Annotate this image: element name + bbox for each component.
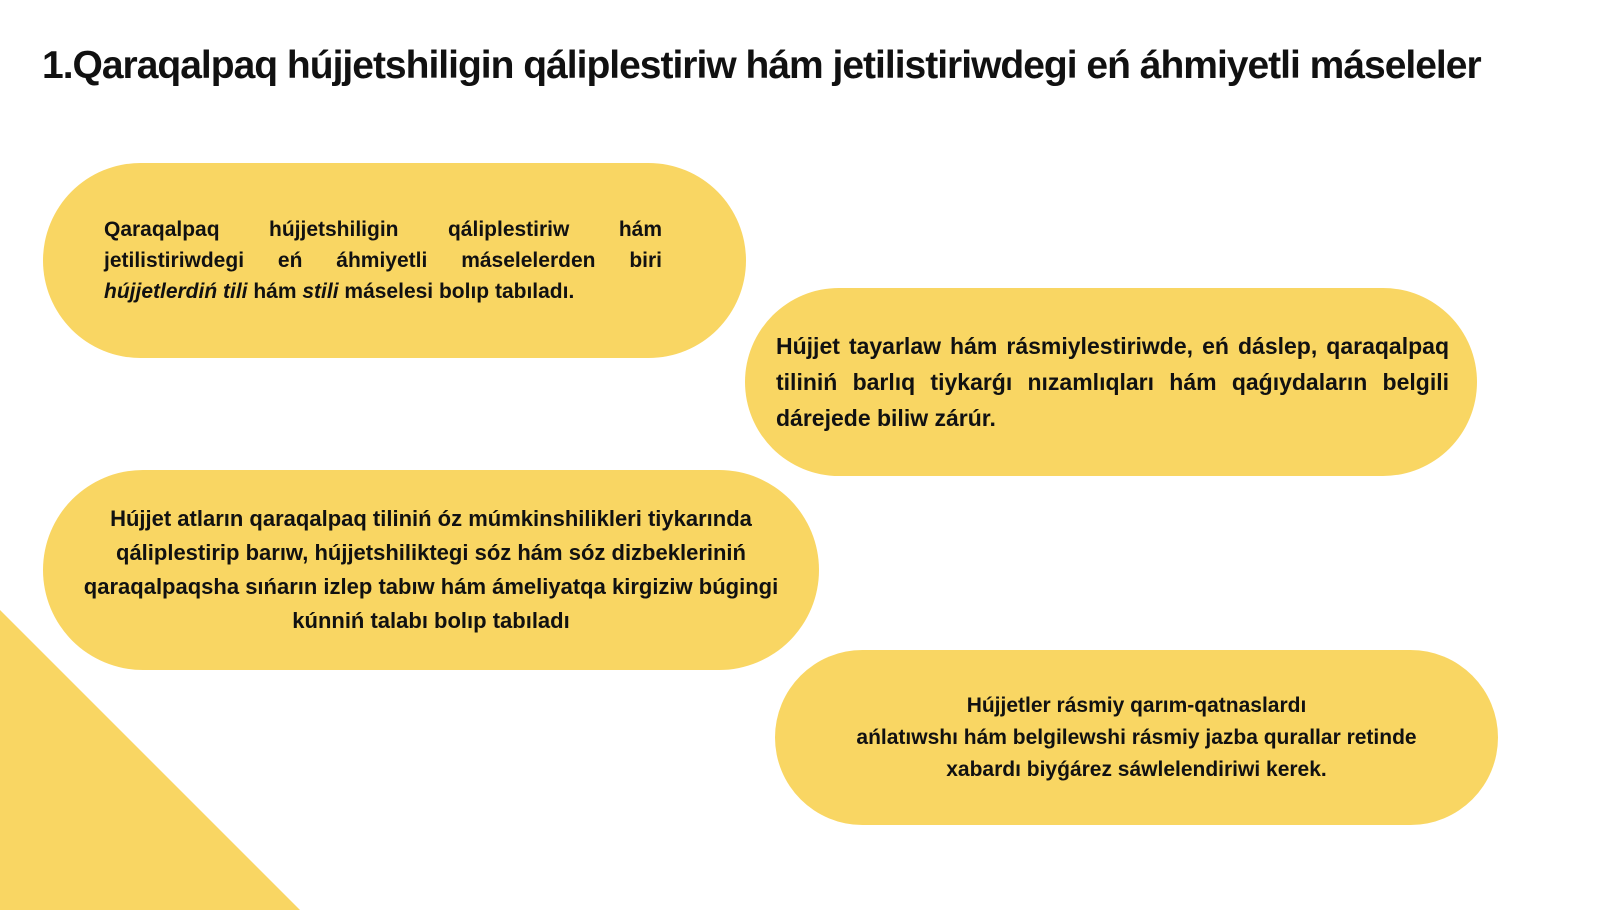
info-box-text-part: hám xyxy=(247,280,303,303)
info-box-line: Hújjetler rásmiy qarım-qatnaslardı xyxy=(966,693,1307,717)
info-box-text xyxy=(835,690,1438,786)
info-box-language-rules xyxy=(745,288,1477,476)
info-box-text: Hújjet atların qaraqalpaq tiliniń óz múmkinshilikleri tiykarında qáliplestirip barıw, hújjetshiliktegi sóz hám sóz dizbekleriniń qaraqalpaqsha sıńarın izlep tabıw hám ámeliyatqa kirgiziw búgingi kúnniń talabı bolıp tabıladı xyxy=(83,506,779,633)
info-box-language-style xyxy=(43,163,746,358)
info-box-text-part: Qaraqalpaq hújjetshiligin qáliplestiriw hám jetilistiriwdegi eń áhmiyetli máselelerden biri xyxy=(104,218,662,272)
info-box-emphasis: stili xyxy=(302,280,339,303)
info-box-line: ańlatıwshı hám belgilewshi rásmiy jazba qurallar retinde xyxy=(856,725,1417,749)
info-box-text-part: máselesi bolıp tabıladı. xyxy=(338,280,575,303)
slide-title: 1.Qaraqalpaq hújjetshiligin qáliplestiriw hám jetilistiriwdegi eń áhmiyetli máseleler xyxy=(42,44,1481,87)
info-box-document-names xyxy=(43,470,819,670)
info-box-text xyxy=(104,214,662,307)
info-box-official-documents xyxy=(775,650,1498,825)
info-box-text: Hújjet tayarlaw hám rásmiylestiriwde, eń dáslep, qaraqalpaq tiliniń barlıq tiykarǵı nızamlıqları hám qaǵıydaların belgili dárejede biliw zárúr. xyxy=(776,333,1449,431)
info-box-emphasis: hújjetlerdiń tili xyxy=(104,280,248,303)
info-box-line: xabardı biyǵárez sáwlelendiriwi kerek. xyxy=(946,757,1327,781)
